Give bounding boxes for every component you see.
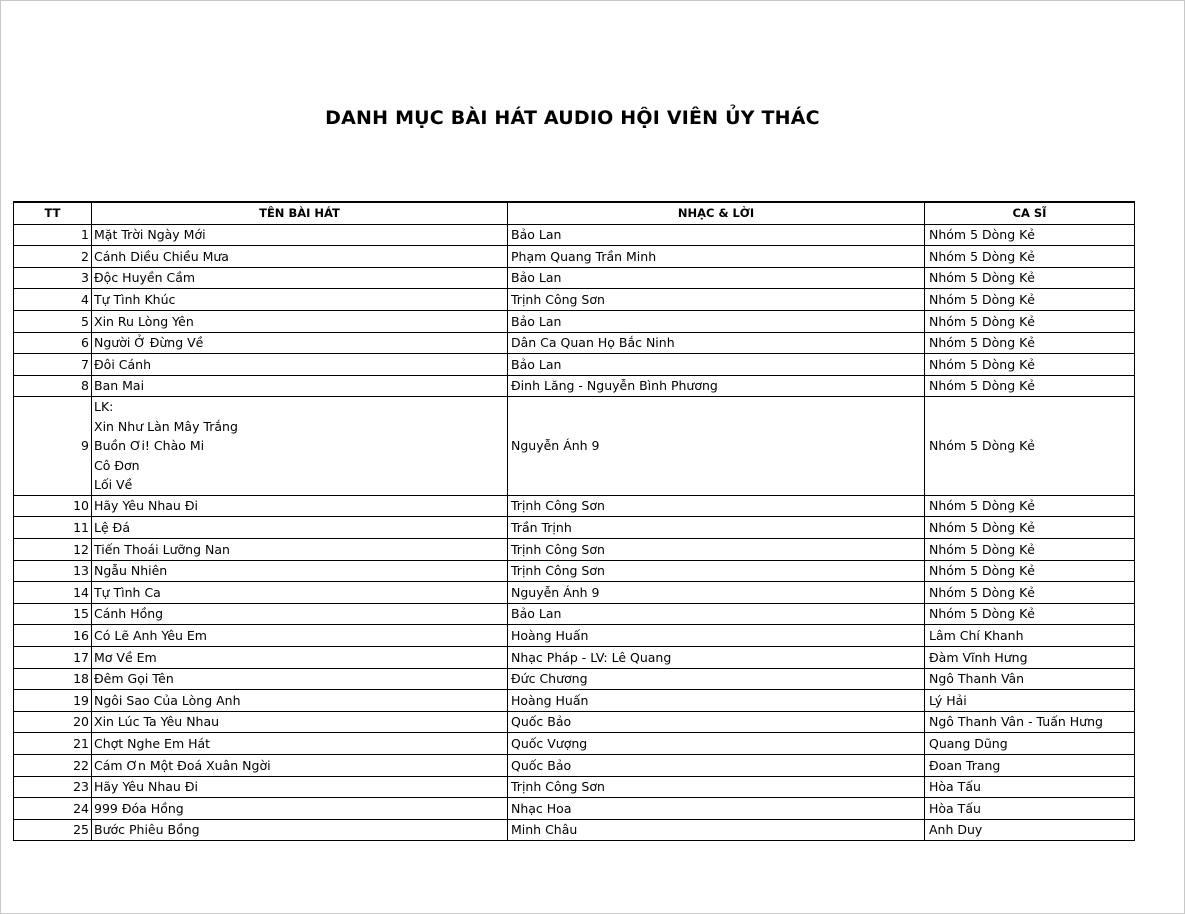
cell-tt: 15 bbox=[14, 603, 92, 625]
cell-tt: 14 bbox=[14, 582, 92, 604]
table-row bbox=[14, 495, 1135, 517]
medley-song-line: Xin Như Làn Mây Trắng bbox=[94, 418, 238, 434]
cell-composer: Bảo Lan bbox=[508, 310, 925, 332]
cell-singer: Nhóm 5 Dòng Kẻ bbox=[925, 560, 1135, 582]
cell-tt: 21 bbox=[14, 733, 92, 755]
cell-composer: Quốc Bảo bbox=[508, 754, 925, 776]
cell-singer: Nhóm 5 Dòng Kẻ bbox=[925, 495, 1135, 517]
cell-singer: Lâm Chí Khanh bbox=[925, 625, 1135, 647]
cell-singer: Nhóm 5 Dòng Kẻ bbox=[925, 354, 1135, 376]
cell-singer: Nhóm 5 Dòng Kẻ bbox=[925, 603, 1135, 625]
cell-singer: Nhóm 5 Dòng Kẻ bbox=[925, 246, 1135, 268]
cell-song: Tự Tình Ca bbox=[92, 582, 508, 604]
table-row bbox=[14, 711, 1135, 733]
cell-composer: Đinh Lăng - Nguyễn Bình Phương bbox=[508, 375, 925, 397]
cell-composer: Trịnh Công Sơn bbox=[508, 495, 925, 517]
cell-song: Độc Huyền Cầm bbox=[92, 267, 508, 289]
cell-song: Xin Lúc Ta Yêu Nhau bbox=[92, 711, 508, 733]
cell-tt: 19 bbox=[14, 690, 92, 712]
cell-song: Đôi Cánh bbox=[92, 354, 508, 376]
cell-song: Bước Phiêu Bồng bbox=[92, 819, 508, 841]
cell-tt: 1 bbox=[14, 224, 92, 246]
cell-song: Chợt Nghe Em Hát bbox=[92, 733, 508, 755]
cell-song: Tiến Thoái Lưỡng Nan bbox=[92, 539, 508, 561]
cell-singer: Nhóm 5 Dòng Kẻ bbox=[925, 582, 1135, 604]
table-row bbox=[14, 354, 1135, 376]
cell-song bbox=[92, 397, 508, 496]
cell-tt: 10 bbox=[14, 495, 92, 517]
medley-song-line: Lối Về bbox=[94, 477, 133, 493]
table-row bbox=[14, 375, 1135, 397]
table-row bbox=[14, 224, 1135, 246]
header-composer: NHẠC & LỜI bbox=[508, 202, 925, 224]
table-row bbox=[14, 690, 1135, 712]
cell-singer: Nhóm 5 Dòng Kẻ bbox=[925, 517, 1135, 539]
medley-song-line: Buồn Ơi! Chào Mi bbox=[94, 438, 205, 454]
cell-composer: Bảo Lan bbox=[508, 224, 925, 246]
cell-singer: Hòa Tấu bbox=[925, 776, 1135, 798]
cell-composer: Bảo Lan bbox=[508, 354, 925, 376]
cell-song: Mặt Trời Ngày Mới bbox=[92, 224, 508, 246]
cell-composer: Hoàng Huấn bbox=[508, 690, 925, 712]
cell-tt: 24 bbox=[14, 798, 92, 820]
cell-song: Ngẫu Nhiên bbox=[92, 560, 508, 582]
table-row bbox=[14, 798, 1135, 820]
cell-composer: Đức Chương bbox=[508, 668, 925, 690]
cell-song: Có Lẽ Anh Yêu Em bbox=[92, 625, 508, 647]
cell-song: Cám Ơn Một Đoá Xuân Ngời bbox=[92, 754, 508, 776]
table-row bbox=[14, 625, 1135, 647]
cell-tt: 18 bbox=[14, 668, 92, 690]
cell-singer: Nhóm 5 Dòng Kẻ bbox=[925, 397, 1135, 496]
cell-song: Hãy Yêu Nhau Đi bbox=[92, 495, 508, 517]
cell-tt: 5 bbox=[14, 310, 92, 332]
cell-tt: 8 bbox=[14, 375, 92, 397]
cell-singer: Nhóm 5 Dòng Kẻ bbox=[925, 539, 1135, 561]
cell-singer: Ngô Thanh Vân bbox=[925, 668, 1135, 690]
cell-tt: 4 bbox=[14, 289, 92, 311]
cell-composer: Trịnh Công Sơn bbox=[508, 776, 925, 798]
cell-song: Đêm Gọi Tên bbox=[92, 668, 508, 690]
cell-tt: 6 bbox=[14, 332, 92, 354]
table-row bbox=[14, 517, 1135, 539]
cell-singer: Đoan Trang bbox=[925, 754, 1135, 776]
table-row bbox=[14, 819, 1135, 841]
cell-song: 999 Đóa Hồng bbox=[92, 798, 508, 820]
table-row bbox=[14, 776, 1135, 798]
cell-composer: Bảo Lan bbox=[508, 267, 925, 289]
table-row bbox=[14, 560, 1135, 582]
cell-song: Lệ Đá bbox=[92, 517, 508, 539]
cell-singer: Anh Duy bbox=[925, 819, 1135, 841]
cell-composer: Bảo Lan bbox=[508, 603, 925, 625]
cell-tt: 12 bbox=[14, 539, 92, 561]
cell-singer: Nhóm 5 Dòng Kẻ bbox=[925, 267, 1135, 289]
table-row bbox=[14, 754, 1135, 776]
table-row bbox=[14, 603, 1135, 625]
table-header-row bbox=[14, 202, 1135, 224]
cell-song: Mơ Về Em bbox=[92, 647, 508, 669]
cell-composer: Dân Ca Quan Họ Bắc Ninh bbox=[508, 332, 925, 354]
cell-tt: 22 bbox=[14, 754, 92, 776]
table-row bbox=[14, 332, 1135, 354]
cell-tt: 13 bbox=[14, 560, 92, 582]
document-title: DANH MỤC BÀI HÁT AUDIO HỘI VIÊN ỦY THÁC bbox=[325, 107, 820, 129]
table-row bbox=[14, 310, 1135, 332]
medley-song-line: LK: bbox=[94, 399, 114, 415]
header-singer: CA SĨ bbox=[925, 202, 1135, 224]
table-row bbox=[14, 668, 1135, 690]
cell-singer: Hòa Tấu bbox=[925, 798, 1135, 820]
cell-tt: 7 bbox=[14, 354, 92, 376]
table-row bbox=[14, 267, 1135, 289]
cell-composer: Minh Châu bbox=[508, 819, 925, 841]
cell-song: Ngôi Sao Của Lòng Anh bbox=[92, 690, 508, 712]
cell-composer: Nguyễn Ánh 9 bbox=[508, 397, 925, 496]
cell-composer: Quốc Vượng bbox=[508, 733, 925, 755]
table-row bbox=[14, 647, 1135, 669]
cell-tt: 2 bbox=[14, 246, 92, 268]
header-tt: TT bbox=[14, 202, 92, 224]
cell-singer: Nhóm 5 Dòng Kẻ bbox=[925, 332, 1135, 354]
cell-singer: Nhóm 5 Dòng Kẻ bbox=[925, 375, 1135, 397]
cell-song: Cánh Diều Chiều Mưa bbox=[92, 246, 508, 268]
cell-singer: Nhóm 5 Dòng Kẻ bbox=[925, 310, 1135, 332]
cell-tt: 17 bbox=[14, 647, 92, 669]
song-table bbox=[13, 201, 1135, 841]
cell-tt: 16 bbox=[14, 625, 92, 647]
cell-singer: Lý Hải bbox=[925, 690, 1135, 712]
cell-composer: Phạm Quang Trần Minh bbox=[508, 246, 925, 268]
cell-song: Người Ở Đừng Về bbox=[92, 332, 508, 354]
cell-composer: Trịnh Công Sơn bbox=[508, 289, 925, 311]
cell-song: Cánh Hồng bbox=[92, 603, 508, 625]
cell-composer: Hoàng Huấn bbox=[508, 625, 925, 647]
cell-composer: Trịnh Công Sơn bbox=[508, 539, 925, 561]
cell-tt: 20 bbox=[14, 711, 92, 733]
table-row bbox=[14, 246, 1135, 268]
cell-composer: Nhạc Pháp - LV: Lê Quang bbox=[508, 647, 925, 669]
cell-composer: Nhạc Hoa bbox=[508, 798, 925, 820]
table-row bbox=[14, 733, 1135, 755]
cell-song: Hãy Yêu Nhau Đi bbox=[92, 776, 508, 798]
cell-tt: 25 bbox=[14, 819, 92, 841]
cell-composer: Trần Trịnh bbox=[508, 517, 925, 539]
cell-composer: Nguyễn Ánh 9 bbox=[508, 582, 925, 604]
cell-singer: Đàm Vĩnh Hưng bbox=[925, 647, 1135, 669]
table-row bbox=[14, 289, 1135, 311]
table-row bbox=[14, 539, 1135, 561]
cell-tt: 9 bbox=[14, 397, 92, 496]
table-row bbox=[14, 582, 1135, 604]
cell-tt: 11 bbox=[14, 517, 92, 539]
medley-song-line: Cô Đơn bbox=[94, 457, 140, 473]
cell-singer: Ngô Thanh Vân - Tuấn Hưng bbox=[925, 711, 1135, 733]
cell-composer: Trịnh Công Sơn bbox=[508, 560, 925, 582]
cell-song: Ban Mai bbox=[92, 375, 508, 397]
table-row bbox=[14, 397, 1135, 496]
cell-song: Tự Tình Khúc bbox=[92, 289, 508, 311]
cell-singer: Nhóm 5 Dòng Kẻ bbox=[925, 289, 1135, 311]
cell-composer: Quốc Bảo bbox=[508, 711, 925, 733]
cell-singer: Nhóm 5 Dòng Kẻ bbox=[925, 224, 1135, 246]
header-song: TÊN BÀI HÁT bbox=[92, 202, 508, 224]
cell-tt: 23 bbox=[14, 776, 92, 798]
cell-song: Xin Ru Lòng Yên bbox=[92, 310, 508, 332]
table-body bbox=[14, 224, 1135, 841]
cell-singer: Quang Dũng bbox=[925, 733, 1135, 755]
cell-tt: 3 bbox=[14, 267, 92, 289]
